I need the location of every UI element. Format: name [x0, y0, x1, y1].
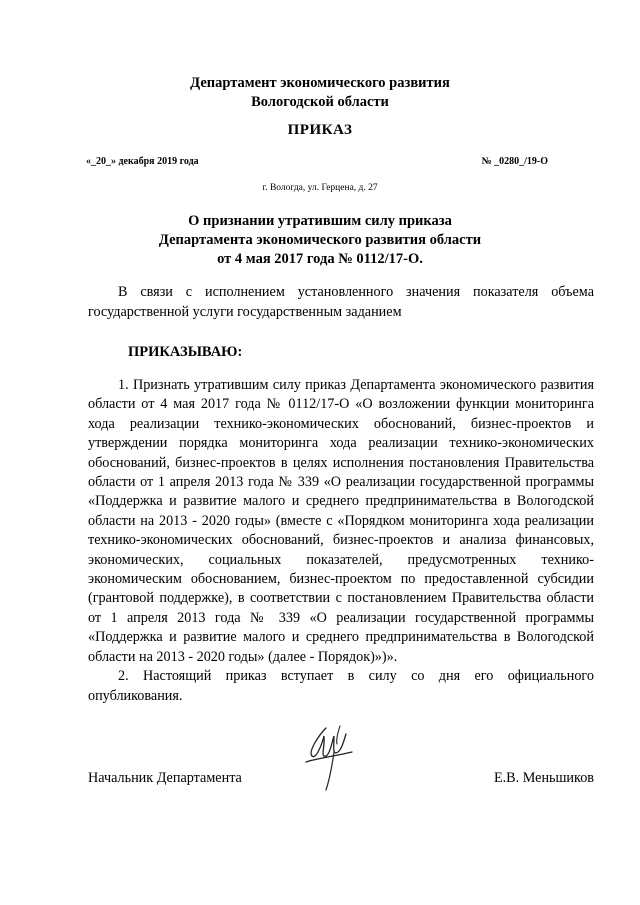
- date-number-row: [86, 156, 548, 167]
- title-line-3: от 4 мая 2017 года № 0112/17-О.: [217, 251, 423, 267]
- document-place: г. Вологда, ул. Герцена, д. 27: [262, 183, 378, 193]
- signatory-position: Начальник Департамента: [88, 770, 242, 786]
- document-date: «_20_» декабря 2019 года: [86, 156, 199, 167]
- order-word: ПРИКАЗЫВАЮ:: [128, 344, 243, 360]
- organization-header: [0, 74, 640, 112]
- signatory-name: Е.В. Меньшиков: [493, 770, 594, 786]
- preamble-paragraph: В связи с исполнением установленного значения показателя объема государственной услуги государственным заданием: [88, 284, 594, 320]
- order-item-1: 1. Признать утратившим силу приказ Департамента экономического развития области от 4 мая 2017 года № 0112/17-О «О возложении функции мониторинга хода реализации технико-экономических обоснований, бизнес-проектов и утверждении порядка мониторинга хода реализации технико-экономических обоснований, бизнес-проектов в целях исполнения постановления Правительства области от 1 апреля 2013 года № 339 «О реализации государственной программы «Поддержка и развитие малого и среднего предпринимательства в Вологодской области на 2013 - 2020 годы» (вместе с «Порядком мониторинга хода реализации технико-экономических обоснований, бизнес-проектов и анализа финансовых, экономических, социальных показателей, предусмотренных технико-экономическим обоснованием, бизнес-проектом по предоставленной субсидии (грантовой поддержке), в соответствии с постановлением Правительства области от 1 апреля 2013 года № 339 «О реализации государственной программы «Поддержка и развитие малого и среднего предпринимательства в Вологодской области на 2013 - 2020 годы» (далее - Порядок)»)».: [88, 377, 594, 665]
- document-title: [0, 212, 640, 269]
- title-line-2: Департамента экономического развития области: [158, 232, 482, 248]
- document-number: № _0280_/19-О: [481, 156, 548, 167]
- order-item-2: 2. Настоящий приказ вступает в силу со дня его официального опубликования.: [88, 668, 594, 704]
- signature-row: [88, 770, 594, 787]
- org-line-2: Вологодской области: [251, 94, 389, 110]
- document-type: ПРИКАЗ: [287, 122, 353, 138]
- order-items: [88, 376, 594, 706]
- org-line-1: Департамент экономического развития: [190, 75, 450, 91]
- title-line-1: О признании утратившим силу приказа: [188, 213, 452, 229]
